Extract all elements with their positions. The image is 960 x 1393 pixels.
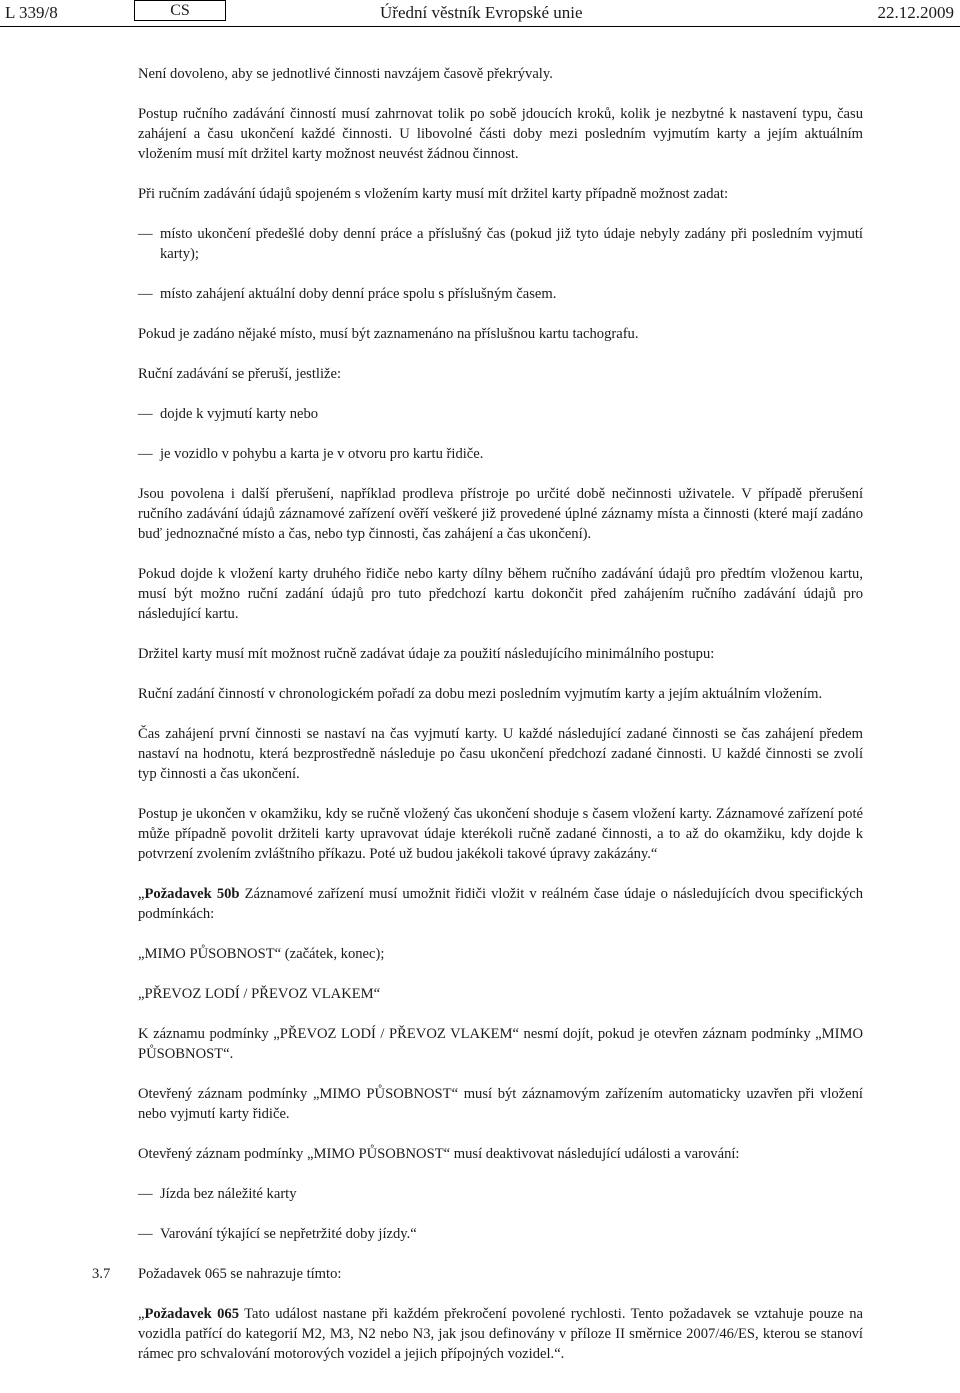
- dash-list-item: [138, 404, 863, 424]
- numbered-section: [92, 1264, 863, 1284]
- requirement-title: Požadavek 50b: [144, 886, 240, 902]
- list-item-text: místo ukončení předešlé doby denní práce a příslušný čas (pokud již tyto údaje nebyly zadány při posledním vyjmutí karty);: [160, 226, 863, 262]
- dash-marker: —: [138, 286, 153, 302]
- paragraph: K záznamu podmínky „PŘEVOZ LODÍ / PŘEVOZ VLAKEM“ nesmí dojít, pokud je otevřen záznam podmínky „MIMO PŮSOBNOST“.: [138, 1026, 863, 1062]
- section-text: Požadavek 065 se nahrazuje tímto:: [138, 1266, 342, 1282]
- journal-title: Úřední věstník Evropské unie: [380, 3, 583, 22]
- dash-list-item: [138, 1224, 863, 1244]
- paragraph: Ruční zadávání se přeruší, jestliže:: [138, 366, 342, 382]
- dash-list-item: [138, 224, 863, 264]
- paragraph: Čas zahájení první činnosti se nastaví na čas vyjmutí karty. U každé následující zadané činnosti se čas zahájení předem nastaví na hodnotu, která bezprostředně následuje po času ukončení předchozí zadané činnosti. U každé činnosti se zvolí typ činnosti a čas ukončení.: [138, 726, 863, 782]
- list-item-text: Jízda bez náležité karty: [160, 1186, 297, 1202]
- dash-marker: —: [138, 406, 153, 422]
- list-item-text: dojde k vyjmutí karty nebo: [160, 406, 319, 422]
- paragraph: Otevřený záznam podmínky „MIMO PŮSOBNOST“ musí deaktivovat následující události a varování:: [138, 1146, 740, 1162]
- list-item-text: je vozidlo v pohybu a karta je v otvoru pro kartu řidiče.: [160, 446, 484, 462]
- opening-quote: „: [138, 886, 145, 902]
- paragraph: Jsou povolena i další přerušení, například prodleva přístroje po určité době nečinnosti uživatele. V případě přerušení ručního zadávání údajů záznamové zařízení ověří veškeré již provedené úplné záznamy místa a činnosti (které mají zadáno buď jednoznačné místo a čas, nebo typ činnosti, čas zahájení a čas ukončení).: [138, 486, 863, 542]
- dash-marker: —: [138, 226, 153, 242]
- page-header: [0, 0, 960, 27]
- list-item-text: Varování týkající se nepřetržité doby jízdy.“: [160, 1226, 417, 1242]
- paragraph: Není dovoleno, aby se jednotlivé činnosti navzájem časově překrývaly.: [138, 66, 553, 82]
- paragraph: Postup je ukončen v okamžiku, kdy se ručně vložený čas ukončení shoduje s časem vložení karty. Záznamové zařízení poté může případně povolit držiteli karty upravovat údaje kterékoli ručně zadané činnosti, a to až do okamžiku, kdy dojde k potvrzení zvolením zvláštního příkazu. Poté už budou jakékoli takové úpravy zakázány.“: [138, 806, 863, 862]
- paragraph: „MIMO PŮSOBNOST“ (začátek, konec);: [138, 946, 385, 962]
- paragraph: Držitel karty musí mít možnost ručně zadávat údaje za použití následujícího minimálního postupu:: [138, 646, 715, 662]
- dash-marker: —: [138, 446, 153, 462]
- paragraph: Otevřený záznam podmínky „MIMO PŮSOBNOST“ musí být záznamovým zařízením automaticky uzavřen při vložení nebo vyjmutí karty řidiče.: [138, 1086, 863, 1122]
- paragraph: Při ručním zadávání údajů spojeném s vložením karty musí mít držitel karty případně možnost zadat:: [138, 186, 729, 202]
- requirement-text: Tato událost nastane při každém překročení povolené rychlosti. Tento požadavek se vztahuje pouze na vozidla patřící do kategorií M2, M3, N2 nebo N3, jak jsou definovány v příloze II směrnice 2007/46/ES, kterou se stanoví rámec pro schvalování motorových vozidel a jejich přípojných vozidel.“.: [138, 1306, 863, 1362]
- requirement-title: Požadavek 065: [144, 1306, 240, 1322]
- paragraph: Postup ručního zadávání činností musí zahrnovat tolik po sobě jdoucích kroků, kolik je nezbytné k nastavení typu, času zahájení a času ukončení každé činnosti. U libovolné části doby mezi posledním vyjmutím karty a jejím aktuálním vložením musí mít držitel karty možnost neuvést žádnou činnost.: [138, 106, 863, 162]
- dash-list-item: [138, 444, 863, 464]
- dash-marker: —: [138, 1226, 153, 1242]
- document-body: [92, 64, 864, 1384]
- list-item-text: místo zahájení aktuální doby denní práce spolu s příslušným časem.: [160, 286, 557, 302]
- page-reference: L 339/8: [5, 3, 58, 22]
- section-number: 3.7: [92, 1266, 111, 1282]
- language-badge: CS: [134, 0, 226, 21]
- requirement-065-paragraph: [138, 1304, 863, 1364]
- paragraph: Ruční zadání činností v chronologickém pořadí za dobu mezi posledním vyjmutím karty a jejím aktuálním vložením.: [138, 686, 823, 702]
- dash-list-item: [138, 1184, 863, 1204]
- publication-date: 22.12.2009: [877, 3, 954, 22]
- dash-list-item: [138, 284, 863, 304]
- opening-quote: „: [138, 1306, 145, 1322]
- paragraph: Pokud dojde k vložení karty druhého řidiče nebo karty dílny během ručního zadávání údajů pro předtím vloženou kartu, musí být možno ruční zadání údajů pro tuto předchozí kartu dokončit před zahájením ručního zadávání údajů pro následující kartu.: [138, 566, 863, 622]
- requirement-text: Záznamové zařízení musí umožnit řidiči vložit v reálném čase údaje o následujících dvou specifických podmínkách:: [138, 886, 864, 922]
- dash-marker: —: [138, 1186, 153, 1202]
- paragraph: „PŘEVOZ LODÍ / PŘEVOZ VLAKEM“: [138, 986, 381, 1002]
- requirement-50b-paragraph: [138, 884, 863, 924]
- paragraph: Pokud je zadáno nějaké místo, musí být zaznamenáno na příslušnou kartu tachografu.: [138, 326, 639, 342]
